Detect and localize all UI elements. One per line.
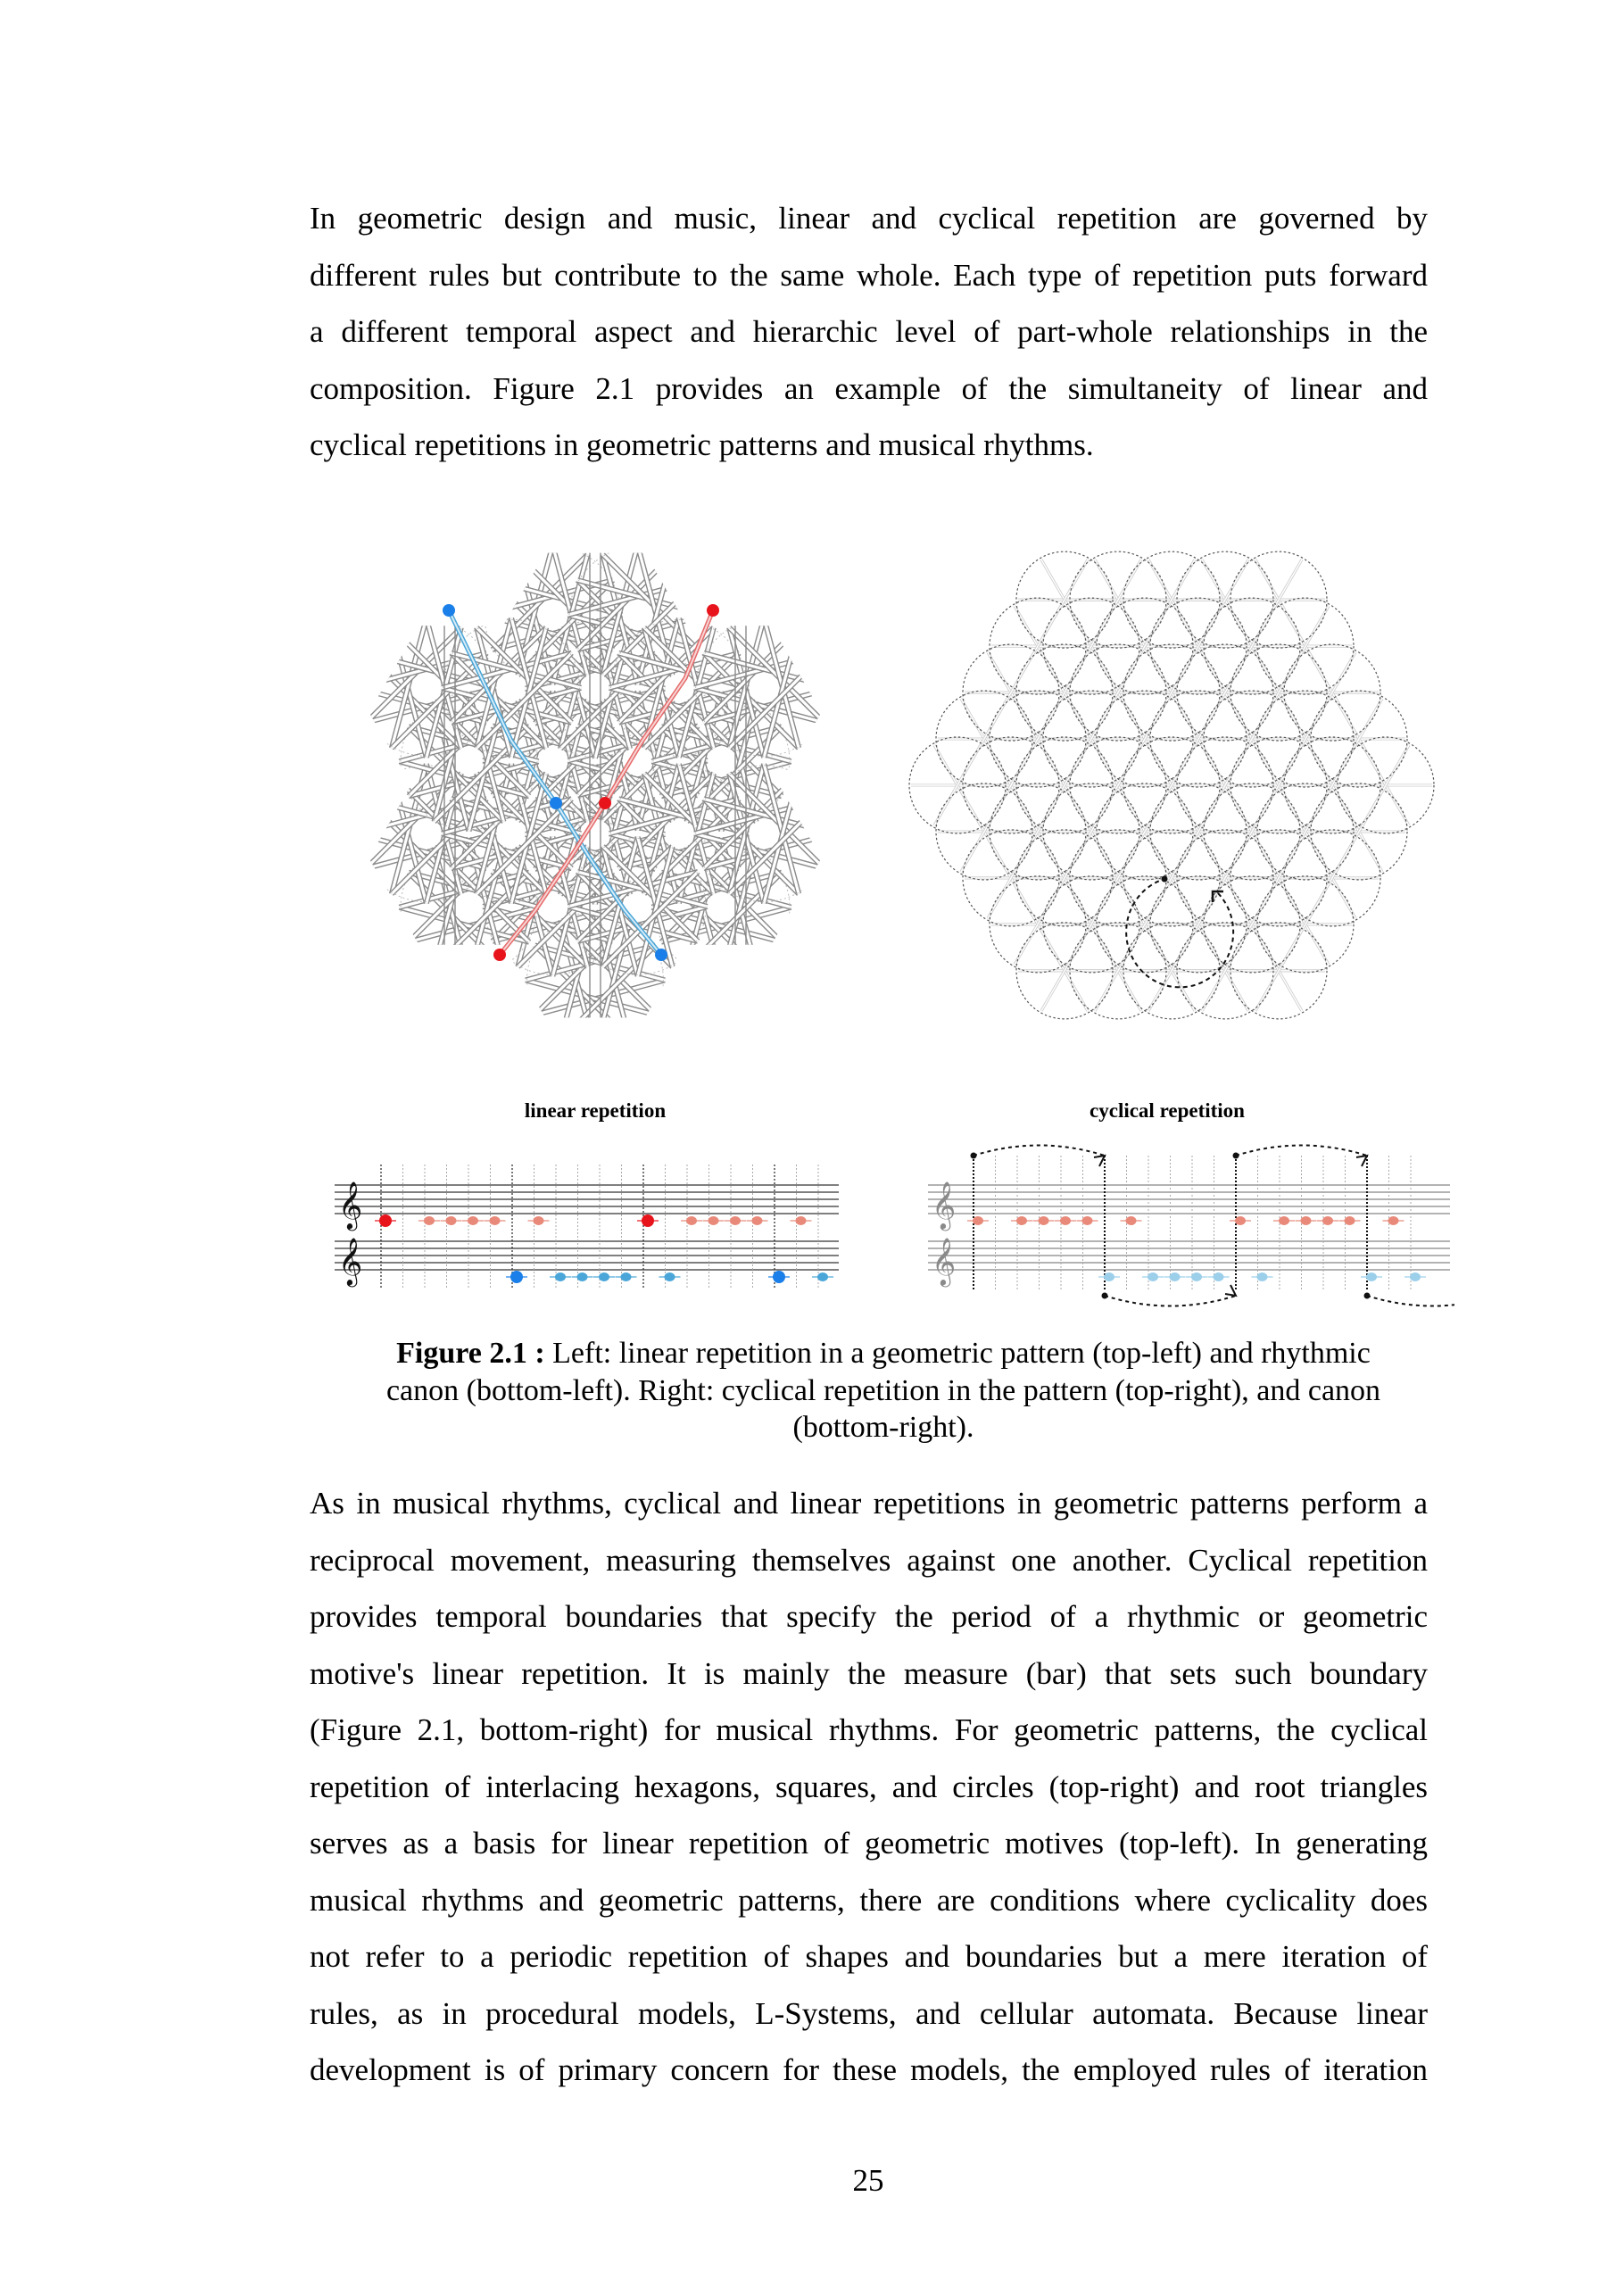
note-head — [1104, 1272, 1114, 1281]
note-head — [1082, 1216, 1093, 1225]
note-head — [1214, 1272, 1224, 1281]
text-line: motive's linear repetition. It is mainly the measure (bar) that sets such boundary — [310, 1655, 1428, 1691]
cycle-arrowhead-icon — [1225, 1285, 1236, 1296]
text-line: provides temporal boundaries that specify the period of a rhythmic or geometric — [310, 1599, 1428, 1634]
note-head — [752, 1216, 763, 1225]
cycle-start-dot — [1364, 1293, 1371, 1299]
treble-clef-icon: 𝄞 — [932, 1237, 957, 1285]
note-head — [973, 1216, 983, 1225]
note-head — [446, 1216, 457, 1225]
note-head — [1279, 1216, 1289, 1225]
note-head — [1366, 1272, 1377, 1281]
treble-clef-icon: 𝄞 — [338, 1181, 363, 1229]
figure-number: Figure 2.1 : — [396, 1337, 545, 1370]
note-head — [510, 1271, 523, 1283]
cycle-arrowhead-icon — [1356, 1156, 1367, 1166]
interlace-pattern — [357, 486, 833, 1093]
note-head — [1388, 1216, 1399, 1225]
note-head — [1301, 1216, 1312, 1225]
figure-caption — [330, 1335, 1437, 1446]
blue-motive-dot — [550, 797, 562, 809]
text-line: rules, as in procedural models, L-Systems, and cellular automata. Because linear — [310, 1995, 1428, 2031]
text-line: composition. Figure 2.1 provides an example of the simultaneity of linear and — [310, 370, 1428, 406]
cycle-arc — [1105, 1296, 1236, 1306]
pattern-boundary — [653, 693, 790, 830]
note-head — [379, 1214, 392, 1227]
cycle-arc — [1236, 1146, 1367, 1156]
treble-clef-icon: 𝄞 — [932, 1181, 957, 1229]
pattern-boundary — [358, 766, 494, 902]
cyclical-canon-staff — [919, 1124, 1454, 1330]
note-head — [468, 1216, 478, 1225]
note-head — [708, 1216, 719, 1225]
text-line: As in musical rhythms, cyclical and linear repetitions in geometric patterns perform a — [310, 1486, 1428, 1521]
cycle-arc — [974, 1146, 1105, 1156]
paragraph-intro — [310, 190, 1428, 474]
cycle-start-dot — [971, 1153, 977, 1159]
note-head — [817, 1272, 828, 1281]
cycle-arc — [1367, 1296, 1454, 1306]
red-motive-dot — [707, 604, 719, 617]
text-line: (Figure 2.1, bottom-right) for musical rhythms. For geometric patterns, the cyclical — [310, 1712, 1428, 1747]
linear-canon-staff — [321, 1133, 848, 1312]
note-head — [599, 1272, 609, 1281]
caption-text: canon (bottom-left). Right: cyclical repetition in the pattern (top-right), and canon — [385, 1373, 1381, 1407]
note-head — [1191, 1272, 1202, 1281]
cycle-start-dot — [1102, 1293, 1108, 1299]
cyclical-repetition-pattern — [892, 486, 1463, 1093]
note-head — [1235, 1216, 1246, 1225]
pattern-boundary — [401, 839, 537, 975]
note-head — [1345, 1216, 1355, 1225]
text-line: a different temporal aspect and hierarchic level of part-whole relationships in the — [310, 314, 1428, 349]
pattern-boundary — [358, 619, 494, 756]
note-head — [621, 1272, 632, 1281]
rotation-start-dot — [1162, 876, 1168, 883]
text-line: In geometric design and music, linear and cyclical repetition are governed by — [310, 201, 1428, 236]
red-motive-dot — [599, 797, 611, 809]
cycle-arrowhead-icon — [1094, 1156, 1105, 1166]
note-head — [642, 1214, 654, 1227]
note-head — [1126, 1216, 1137, 1225]
page-number: 25 — [852, 2163, 884, 2198]
note-head — [555, 1272, 566, 1281]
note-head — [1170, 1272, 1181, 1281]
linear-repetition-label: linear repetition — [524, 1099, 667, 1122]
text-line: reciprocal movement, measuring themselves against one another. Cyclical repetition — [310, 1542, 1428, 1578]
treble-clef-icon: 𝄞 — [338, 1237, 363, 1285]
cyclical-repetition-label: cyclical repetition — [1090, 1099, 1245, 1122]
pattern-boundary — [401, 693, 537, 830]
note-head — [773, 1271, 785, 1283]
note-head — [1257, 1272, 1268, 1281]
note-head — [665, 1272, 675, 1281]
note-head — [1039, 1216, 1049, 1225]
pattern-boundary — [610, 766, 747, 902]
circle-lattice — [909, 551, 1434, 1019]
caption-text: Left: linear repetition in a geometric pattern (top-left) and rhythmic — [544, 1337, 1371, 1370]
blue-motive-dot — [443, 604, 455, 617]
text-line: musical rhythms and geometric patterns, there are conditions where cyclicality does — [310, 1882, 1428, 1918]
pattern-boundary — [443, 766, 580, 902]
blue-motive-dot — [655, 949, 667, 961]
cycle-start-dot — [1233, 1153, 1239, 1159]
text-line: cyclical repetitions in geometric patterns and musical rhythms. — [310, 427, 1094, 462]
note-head — [534, 1216, 544, 1225]
caption-text: (bottom-right). — [792, 1411, 974, 1444]
pattern-boundary — [653, 839, 790, 975]
note-head — [730, 1216, 741, 1225]
note-head — [1410, 1272, 1421, 1281]
note-head — [1148, 1272, 1158, 1281]
note-head — [686, 1216, 697, 1225]
note-head — [424, 1216, 435, 1225]
red-motive-dot — [493, 949, 506, 961]
pattern-boundary — [527, 767, 664, 903]
paragraph-body — [310, 1475, 1428, 2099]
note-head — [490, 1216, 501, 1225]
pattern-boundary — [696, 619, 833, 756]
linear-repetition-pattern — [310, 486, 881, 1093]
text-line: different rules but contribute to the same whole. Each type of repetition puts forward — [310, 257, 1428, 293]
text-line: repetition of interlacing hexagons, squares, and circles (top-right) and root triangles — [310, 1769, 1428, 1804]
note-head — [1060, 1216, 1071, 1225]
pattern-boundary — [696, 766, 833, 902]
note-head — [1016, 1216, 1027, 1225]
text-line: development is of primary concern for these models, the employed rules of iteration — [310, 2052, 1428, 2087]
text-line: serves as a basis for linear repetition of geometric motives (top-left). In generating — [310, 1826, 1428, 1861]
text-line: not refer to a periodic repetition of shapes and boundaries but a mere iteration of — [310, 1939, 1428, 1974]
note-head — [577, 1272, 588, 1281]
note-head — [1322, 1216, 1333, 1225]
note-head — [796, 1216, 807, 1225]
